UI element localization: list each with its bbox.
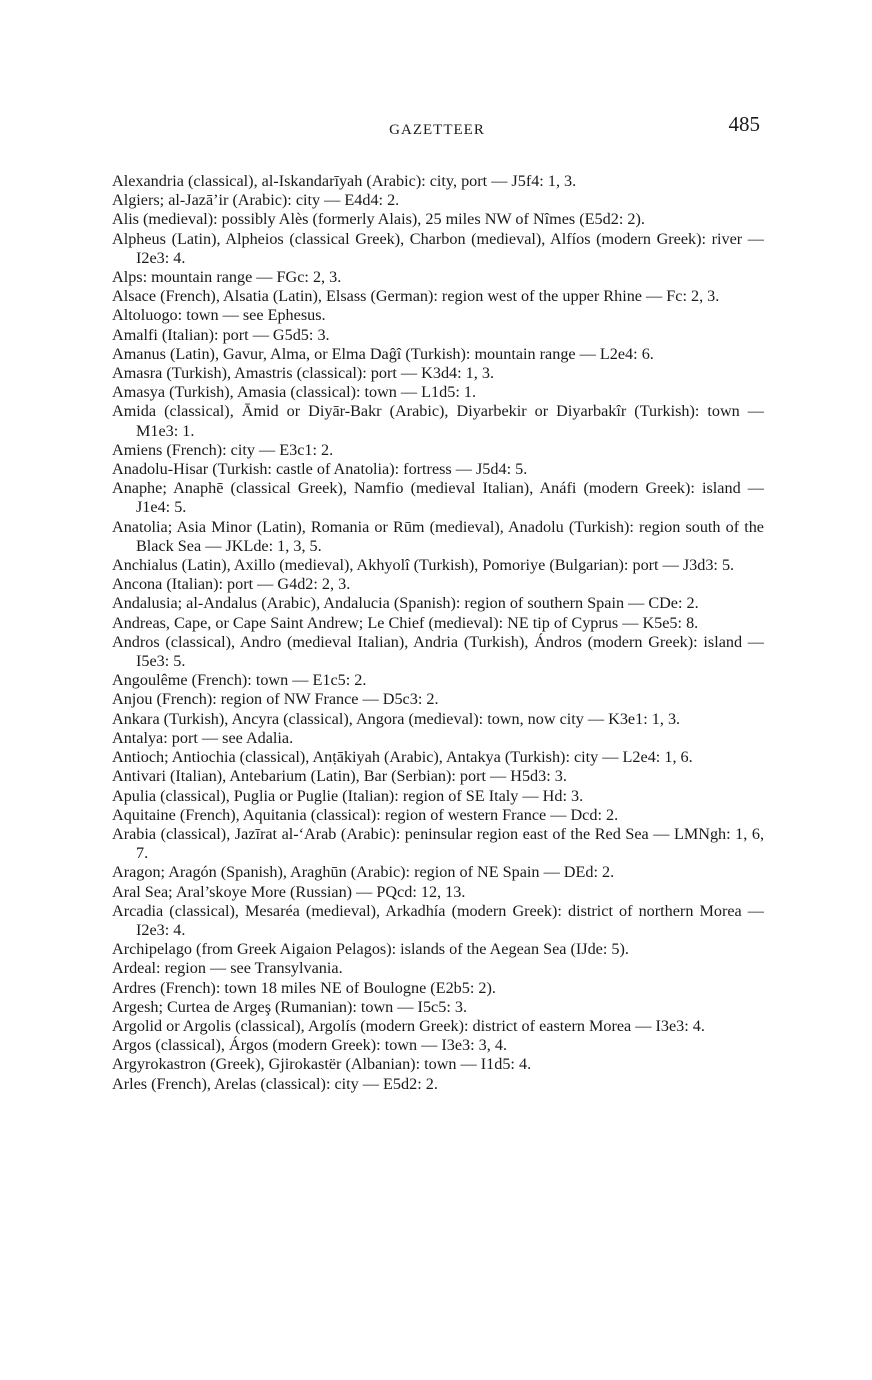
gazetteer-entry: Argesh; Curtea de Argeş (Rumanian): town — I5c5: 3.	[112, 997, 468, 1016]
gazetteer-entry: Amida (classical), Āmid or Diyār-Bakr (Arabic), Diyarbekir or Diyarbakîr (Turkish): town — M1e3: 1.	[112, 402, 764, 440]
gazetteer-entry: Andalusia; al-Andalus (Arabic), Andalucia (Spanish): region of southern Spain — CDe: 2.	[112, 594, 699, 613]
gazetteer-entry: Anjou (French): region of NW France — D5c3: 2.	[112, 690, 439, 709]
gazetteer-entry: Amasra (Turkish), Amastris (classical): port — K3d4: 1, 3.	[112, 364, 495, 383]
gazetteer-entry: Aquitaine (French), Aquitania (classical): region of western France — Dcd: 2.	[112, 805, 619, 824]
gazetteer-entry: Ardeal: region — see Transylvania.	[112, 959, 343, 978]
gazetteer-entry: Ancona (Italian): port — G4d2: 2, 3.	[112, 575, 351, 594]
gazetteer-entry: Arcadia (classical), Mesaréa (medieval), Arkadhía (modern Greek): district of northern Morea — I2e3: 4.	[112, 901, 764, 939]
gazetteer-entry: Argos (classical), Árgos (modern Greek): town — I3e3: 3, 4.	[112, 1036, 508, 1055]
gazetteer-entry: Anadolu-Hisar (Turkish: castle of Anatolia): fortress — J5d4: 5.	[112, 460, 528, 479]
gazetteer-entry: Amanus (Latin), Gavur, Alma, or Elma Daĝî (Turkish): mountain range — L2e4: 6.	[112, 344, 654, 363]
gazetteer-entry: Amasya (Turkish), Amasia (classical): town — L1d5: 1.	[112, 383, 477, 402]
gazetteer-entry: Anatolia; Asia Minor (Latin), Romania or Rūm (medieval), Anadolu (Turkish): region south of the Black Sea — JKLde: 1, 3, 5.	[112, 517, 764, 555]
gazetteer-entries	[112, 172, 764, 1094]
gazetteer-entry: Algiers; al-Jazā’ir (Arabic): city — E4d4: 2.	[112, 191, 400, 210]
gazetteer-entry: Alexandria (classical), al-Iskandarīyah (Arabic): city, port — J5f4: 1, 3.	[112, 172, 577, 190]
gazetteer-entry: Archipelago (from Greek Aigaion Pelagos): islands of the Aegean Sea (IJde: 5).	[112, 940, 629, 959]
gazetteer-entry: Amalfi (Italian): port — G5d5: 3.	[112, 325, 330, 344]
gazetteer-entry: Ankara (Turkish), Ancyra (classical), Angora (medieval): town, now city — K3e1: 1, 3.	[112, 709, 681, 728]
gazetteer-entry: Anaphe; Anaphē (classical Greek), Namfio (medieval Italian), Anáfi (modern Greek): island — J1e4: 5.	[112, 479, 764, 517]
gazetteer-entry: Argolid or Argolis (classical), Argolís (modern Greek): district of eastern Morea — I3e3: 4.	[112, 1016, 705, 1035]
gazetteer-entry: Andros (classical), Andro (medieval Italian), Andria (Turkish), Ándros (modern Greek): island — I5e3: 5.	[112, 632, 764, 671]
gazetteer-entry: Antioch; Antiochia (classical), Anṭākiyah (Arabic), Antakya (Turkish): city — L2e4: 1, 6.	[112, 748, 693, 767]
gazetteer-entry: Andreas, Cape, or Cape Saint Andrew; Le Chief (medieval): NE tip of Cyprus — K5e5: 8.	[112, 613, 699, 632]
gazetteer-entry: Alpheus (Latin), Alpheios (classical Greek), Charbon (medieval), Alfíos (modern Greek): river — I2e3: 4.	[112, 229, 764, 267]
gazetteer-entry: Altoluogo: town — see Ephesus.	[112, 306, 326, 325]
gazetteer-entry: Argyrokastron (Greek), Gjirokastër (Albanian): town — I1d5: 4.	[112, 1055, 532, 1074]
gazetteer-entry: Alps: mountain range — FGc: 2, 3.	[112, 268, 342, 287]
gazetteer-entry: Arles (French), Arelas (classical): city — E5d2: 2.	[112, 1074, 438, 1093]
page-number: 485	[728, 112, 760, 136]
gazetteer-entry: Aragon; Aragón (Spanish), Araghūn (Arabic): region of NE Spain — DEd: 2.	[112, 863, 615, 882]
gazetteer-entry: Ardres (French): town 18 miles NE of Boulogne (E2b5: 2).	[112, 978, 496, 997]
page-header	[112, 112, 762, 148]
gazetteer-entry: Arabia (classical), Jazīrat al-‘Arab (Arabic): peninsular region east of the Red Sea — LMNgh: 1, 6, 7.	[112, 824, 764, 863]
gazetteer-entry: Alis (medieval): possibly Alès (formerly Alais), 25 miles NW of Nîmes (E5d2: 2).	[112, 210, 645, 229]
gazetteer-entry: Antalya: port — see Adalia.	[112, 728, 294, 747]
gazetteer-entry: Amiens (French): city — E3c1: 2.	[112, 440, 334, 459]
gazetteer-entry: Angoulême (French): town — E1c5: 2.	[112, 671, 367, 690]
gazetteer-entry: Antivari (Italian), Antebarium (Latin), Bar (Serbian): port — H5d3: 3.	[112, 767, 567, 786]
running-head: GAZETTEER	[389, 122, 485, 138]
gazetteer-entry: Anchialus (Latin), Axillo (medieval), Akhyolî (Turkish), Pomoriye (Bulgarian): port — J3d3: 5.	[112, 556, 735, 575]
gazetteer-entry: Apulia (classical), Puglia or Puglie (Italian): region of SE Italy — Hd: 3.	[112, 786, 584, 805]
gazetteer-entry: Alsace (French), Alsatia (Latin), Elsass (German): region west of the upper Rhine — Fc: 2, 3.	[112, 287, 720, 306]
gazetteer-entry: Aral Sea; Aral’skoye More (Russian) — PQcd: 12, 13.	[112, 882, 466, 901]
